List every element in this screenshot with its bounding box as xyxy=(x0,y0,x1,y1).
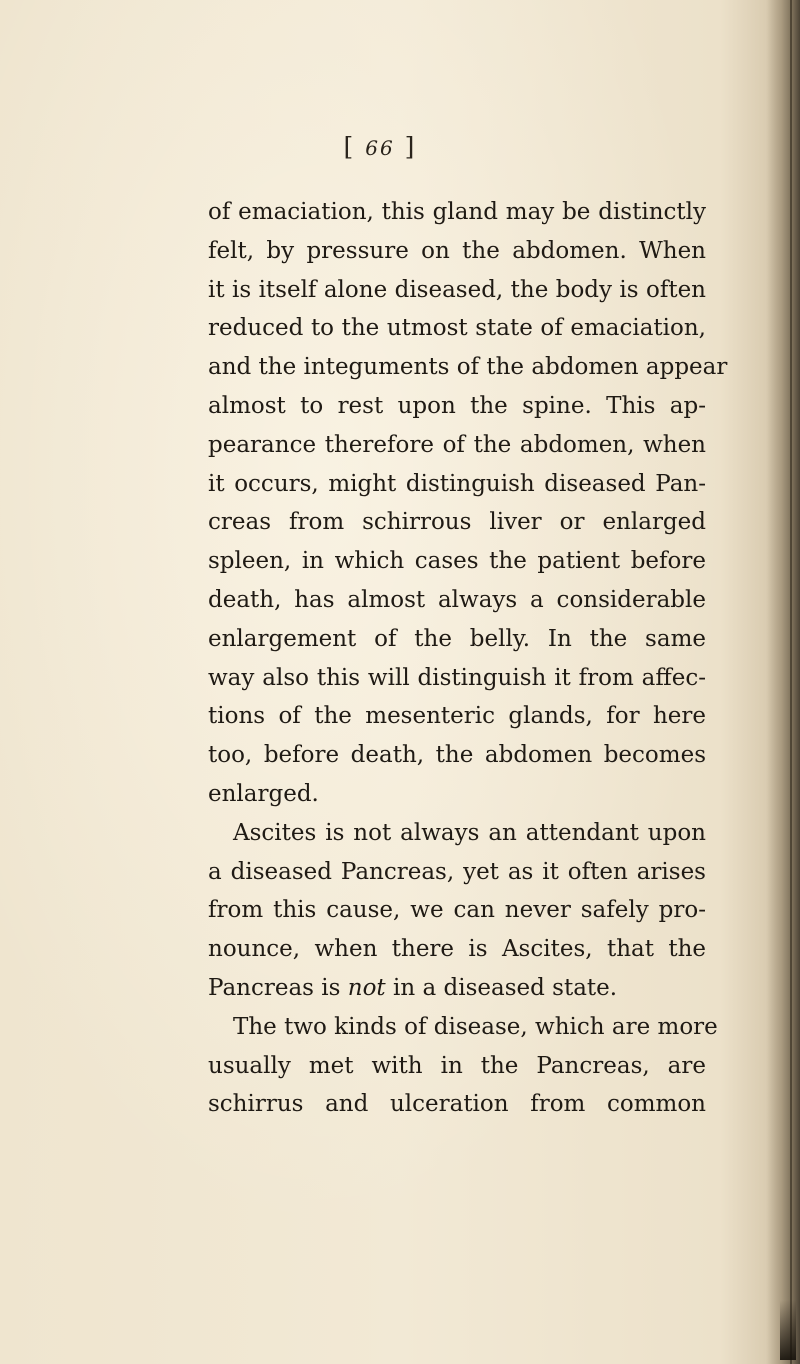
corner-shadow xyxy=(780,1300,796,1360)
text-line: death, has almost always a considerable xyxy=(208,586,706,613)
text-line: of emaciation, this gland may be distinctly xyxy=(208,199,706,225)
text-line: too, before death, the abdomen becomes xyxy=(208,742,706,769)
italic-word: not xyxy=(347,974,386,1001)
text-line: spleen, in which cases the patient before xyxy=(208,548,706,575)
text-line: tions of the mesenteric glands, for here xyxy=(208,703,706,730)
header-bracket-open: [ xyxy=(343,132,356,161)
text-line: The two kinds of disease, which are more xyxy=(233,1013,718,1040)
text-line: pearance therefore of the abdomen, when xyxy=(208,431,706,458)
body-text xyxy=(208,193,728,1124)
text-fragment: Pancreas is xyxy=(208,974,341,1001)
text-line: and the integuments of the abdomen appear xyxy=(208,354,728,381)
text-line: enlarged. xyxy=(208,780,319,807)
text-line xyxy=(208,969,706,1008)
text-line: from this cause, we can never safely pro- xyxy=(208,897,706,924)
text-fragment: in a diseased state. xyxy=(392,974,618,1001)
page-number: 66 xyxy=(365,136,395,160)
text-line: nounce, when there is Ascites, that the xyxy=(208,936,706,963)
spine-shadow xyxy=(766,0,800,1364)
header-bracket-close: ] xyxy=(404,132,417,161)
text-line: it occurs, might distinguish diseased Pan- xyxy=(208,470,706,497)
text-line: schirrus and ulceration from common xyxy=(208,1091,706,1118)
page-edge xyxy=(790,0,792,1364)
text-line: almost to rest upon the spine. This ap- xyxy=(208,392,706,419)
text-line: enlargement of the belly. In the same xyxy=(208,625,706,652)
text-line: it is itself alone diseased, the body is often xyxy=(208,276,706,303)
text-line: felt, by pressure on the abdomen. When xyxy=(208,237,706,264)
text-line: usually met with in the Pancreas, are xyxy=(208,1052,706,1079)
text-line: a diseased Pancreas, yet as it often arises xyxy=(208,858,706,885)
text-line: Ascites is not always an attendant upon xyxy=(233,819,706,846)
text-line: way also this will distinguish it from affec- xyxy=(208,664,706,691)
text-line: reduced to the utmost state of emaciation, xyxy=(208,315,706,342)
page-header xyxy=(0,132,760,161)
text-line: creas from schirrous liver or enlarged xyxy=(208,509,706,536)
